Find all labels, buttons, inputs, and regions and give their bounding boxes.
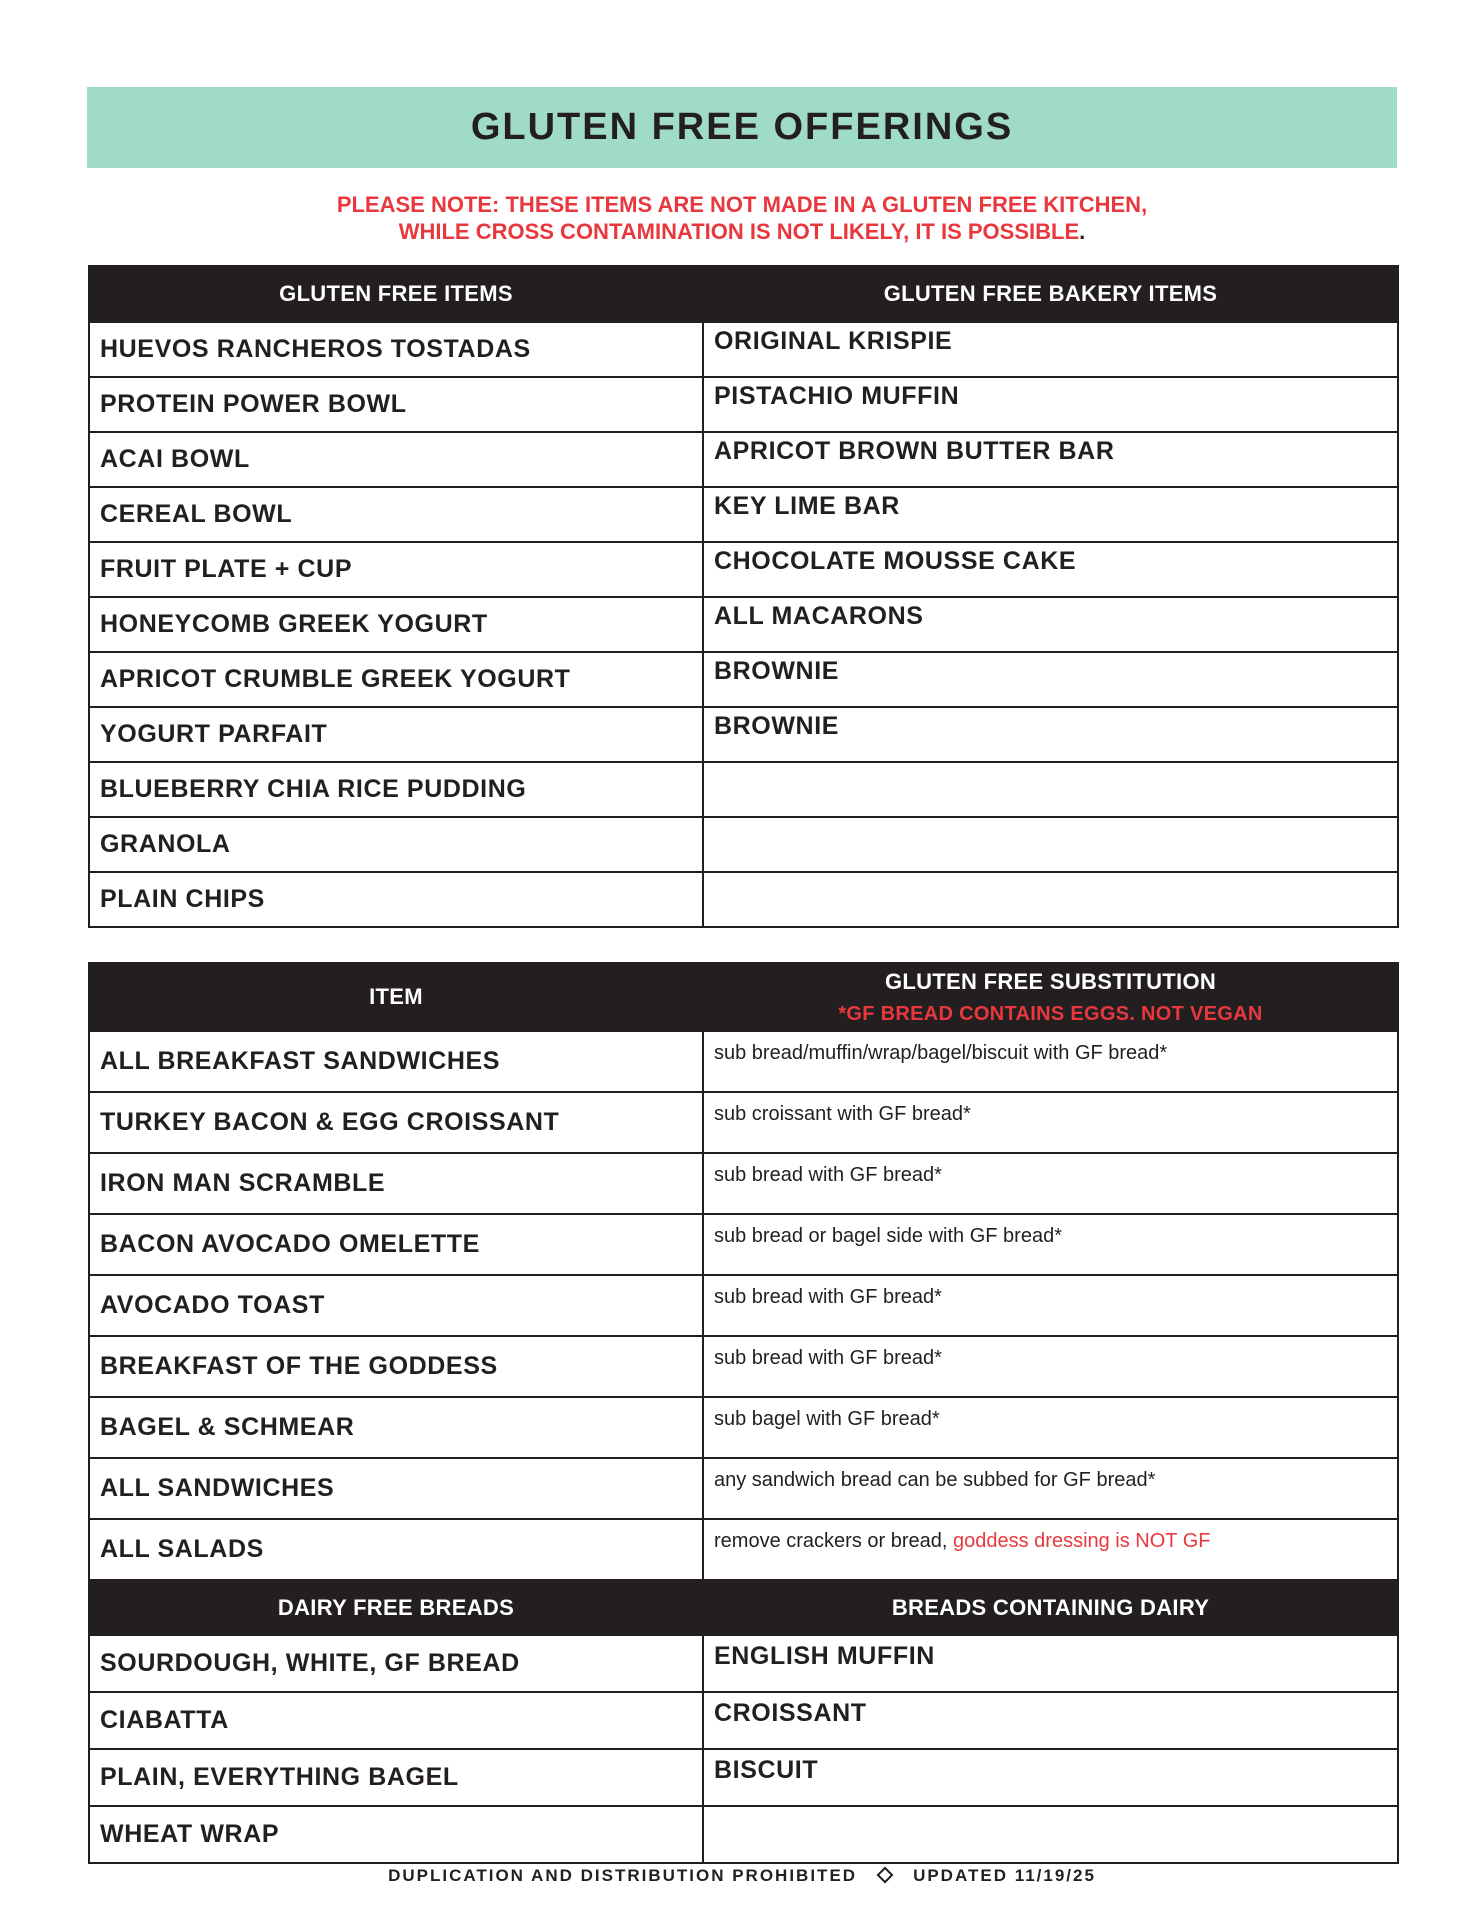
substitution-cell [703, 1519, 1398, 1580]
gf-item-cell: APRICOT CRUMBLE GREEK YOGURT [89, 652, 703, 707]
dairy-free-bread-cell: CIABATTA [89, 1692, 703, 1749]
gf-bakery-cell [703, 817, 1398, 872]
gf-item-cell: FRUIT PLATE + CUP [89, 542, 703, 597]
menu-item-cell: BREAKFAST OF THE GODDESS [89, 1336, 703, 1397]
gf-bakery-cell: ORIGINAL KRISPIE [703, 322, 1398, 377]
dairy-bread-cell [703, 1806, 1398, 1863]
dairy-free-bread-cell: PLAIN, EVERYTHING BAGEL [89, 1749, 703, 1806]
table-row [89, 1031, 1398, 1092]
menu-item-cell: BACON AVOCADO OMELETTE [89, 1214, 703, 1275]
gf-item-cell: HUEVOS RANCHEROS TOSTADAS [89, 322, 703, 377]
salad-substitution-text: remove crackers or bread, [714, 1530, 953, 1552]
table-row [89, 1214, 1398, 1275]
gf-item-cell: PLAIN CHIPS [89, 872, 703, 927]
table-row [89, 652, 1398, 707]
footer-duplication-notice: DUPLICATION AND DISTRIBUTION PROHIBITED [388, 1866, 858, 1885]
gf-bakery-cell [703, 762, 1398, 817]
table-row [89, 817, 1398, 872]
substitution-table [88, 962, 1399, 1864]
header-gluten-free-substitution [703, 963, 1398, 1031]
notice-period: . [1079, 219, 1086, 244]
header-gluten-free-items: GLUTEN FREE ITEMS [89, 266, 703, 322]
gf-item-cell: GRANOLA [89, 817, 703, 872]
table-row [89, 542, 1398, 597]
gf-item-cell: PROTEIN POWER BOWL [89, 377, 703, 432]
substitution-cell: sub bread with GF bread* [703, 1153, 1398, 1214]
table-header-row [89, 963, 1398, 1031]
gf-bakery-cell: KEY LIME BAR [703, 487, 1398, 542]
header-breads-containing-dairy: BREADS CONTAINING DAIRY [703, 1580, 1398, 1635]
allergy-notice [87, 191, 1397, 245]
dairy-bread-cell: CROISSANT [703, 1692, 1398, 1749]
menu-item-cell: IRON MAN SCRAMBLE [89, 1153, 703, 1214]
substitution-cell: sub bread/muffin/wrap/bagel/biscuit with GF bread* [703, 1031, 1398, 1092]
substitution-cell: any sandwich bread can be subbed for GF bread* [703, 1458, 1398, 1519]
gf-bakery-cell: BROWNIE [703, 707, 1398, 762]
footer-updated-date: UPDATED 11/19/25 [913, 1866, 1096, 1885]
notice-line-1: PLEASE NOTE: THESE ITEMS ARE NOT MADE IN A GLUTEN FREE KITCHEN, [336, 192, 1148, 217]
gluten-free-items-table [88, 265, 1399, 928]
table-row [89, 1275, 1398, 1336]
header-dairy-free-breads: DAIRY FREE BREADS [89, 1580, 703, 1635]
menu-item-cell: ALL SANDWICHES [89, 1458, 703, 1519]
notice-line-2 [87, 218, 1397, 245]
table-row [89, 1153, 1398, 1214]
menu-item-cell: BAGEL & SCHMEAR [89, 1397, 703, 1458]
gf-bakery-cell: ALL MACARONS [703, 597, 1398, 652]
gf-bakery-cell: APRICOT BROWN BUTTER BAR [703, 432, 1398, 487]
gf-item-cell: YOGURT PARFAIT [89, 707, 703, 762]
substitution-cell: sub bread or bagel side with GF bread* [703, 1214, 1398, 1275]
table-row [89, 1692, 1398, 1749]
table-row [89, 597, 1398, 652]
gf-bread-egg-note: *GF BREAD CONTAINS EGGS. NOT VEGAN [838, 1002, 1263, 1025]
table-row [89, 1092, 1398, 1153]
header-substitution-label: GLUTEN FREE SUBSTITUTION [884, 968, 1217, 994]
gf-bakery-cell: BROWNIE [703, 652, 1398, 707]
table-row [89, 1519, 1398, 1580]
table-row [89, 1336, 1398, 1397]
notice-line-2-text: WHILE CROSS CONTAMINATION IS NOT LIKELY, IT IS POSSIBLE [398, 219, 1080, 244]
table-row [89, 762, 1398, 817]
gf-bakery-cell [703, 872, 1398, 927]
table-row [89, 1458, 1398, 1519]
substitution-cell: sub bread with GF bread* [703, 1336, 1398, 1397]
gf-item-cell: CEREAL BOWL [89, 487, 703, 542]
table-row [89, 872, 1398, 927]
table-row [89, 707, 1398, 762]
table-row [89, 487, 1398, 542]
table-row [89, 322, 1398, 377]
diamond-separator-icon [877, 1866, 894, 1883]
table-header-row [89, 266, 1398, 322]
substitution-cell: sub bread with GF bread* [703, 1275, 1398, 1336]
menu-item-cell: TURKEY BACON & EGG CROISSANT [89, 1092, 703, 1153]
gf-item-cell: ACAI BOWL [89, 432, 703, 487]
bread-header-row [89, 1580, 1398, 1635]
dairy-bread-cell: ENGLISH MUFFIN [703, 1635, 1398, 1692]
table-row [89, 1397, 1398, 1458]
goddess-dressing-warning: goddess dressing is NOT GF [952, 1530, 1211, 1552]
title-banner [87, 87, 1397, 168]
dairy-free-bread-cell: WHEAT WRAP [89, 1806, 703, 1863]
dairy-free-bread-cell: SOURDOUGH, WHITE, GF BREAD [89, 1635, 703, 1692]
dairy-bread-cell: BISCUIT [703, 1749, 1398, 1806]
table-row [89, 1806, 1398, 1863]
menu-item-cell: ALL SALADS [89, 1519, 703, 1580]
substitution-cell: sub croissant with GF bread* [703, 1092, 1398, 1153]
table-row [89, 1635, 1398, 1692]
menu-item-cell: ALL BREAKFAST SANDWICHES [89, 1031, 703, 1092]
table-row [89, 432, 1398, 487]
header-item: ITEM [89, 963, 703, 1031]
table-row [89, 377, 1398, 432]
gf-bakery-cell: PISTACHIO MUFFIN [703, 377, 1398, 432]
footer [0, 1866, 1484, 1886]
gf-item-cell: BLUEBERRY CHIA RICE PUDDING [89, 762, 703, 817]
menu-item-cell: AVOCADO TOAST [89, 1275, 703, 1336]
header-gluten-free-bakery-items: GLUTEN FREE BAKERY ITEMS [703, 266, 1398, 322]
substitution-cell: sub bagel with GF bread* [703, 1397, 1398, 1458]
page-title: GLUTEN FREE OFFERINGS [470, 106, 1014, 148]
gf-bakery-cell: CHOCOLATE MOUSSE CAKE [703, 542, 1398, 597]
gf-item-cell: HONEYCOMB GREEK YOGURT [89, 597, 703, 652]
table-row [89, 1749, 1398, 1806]
